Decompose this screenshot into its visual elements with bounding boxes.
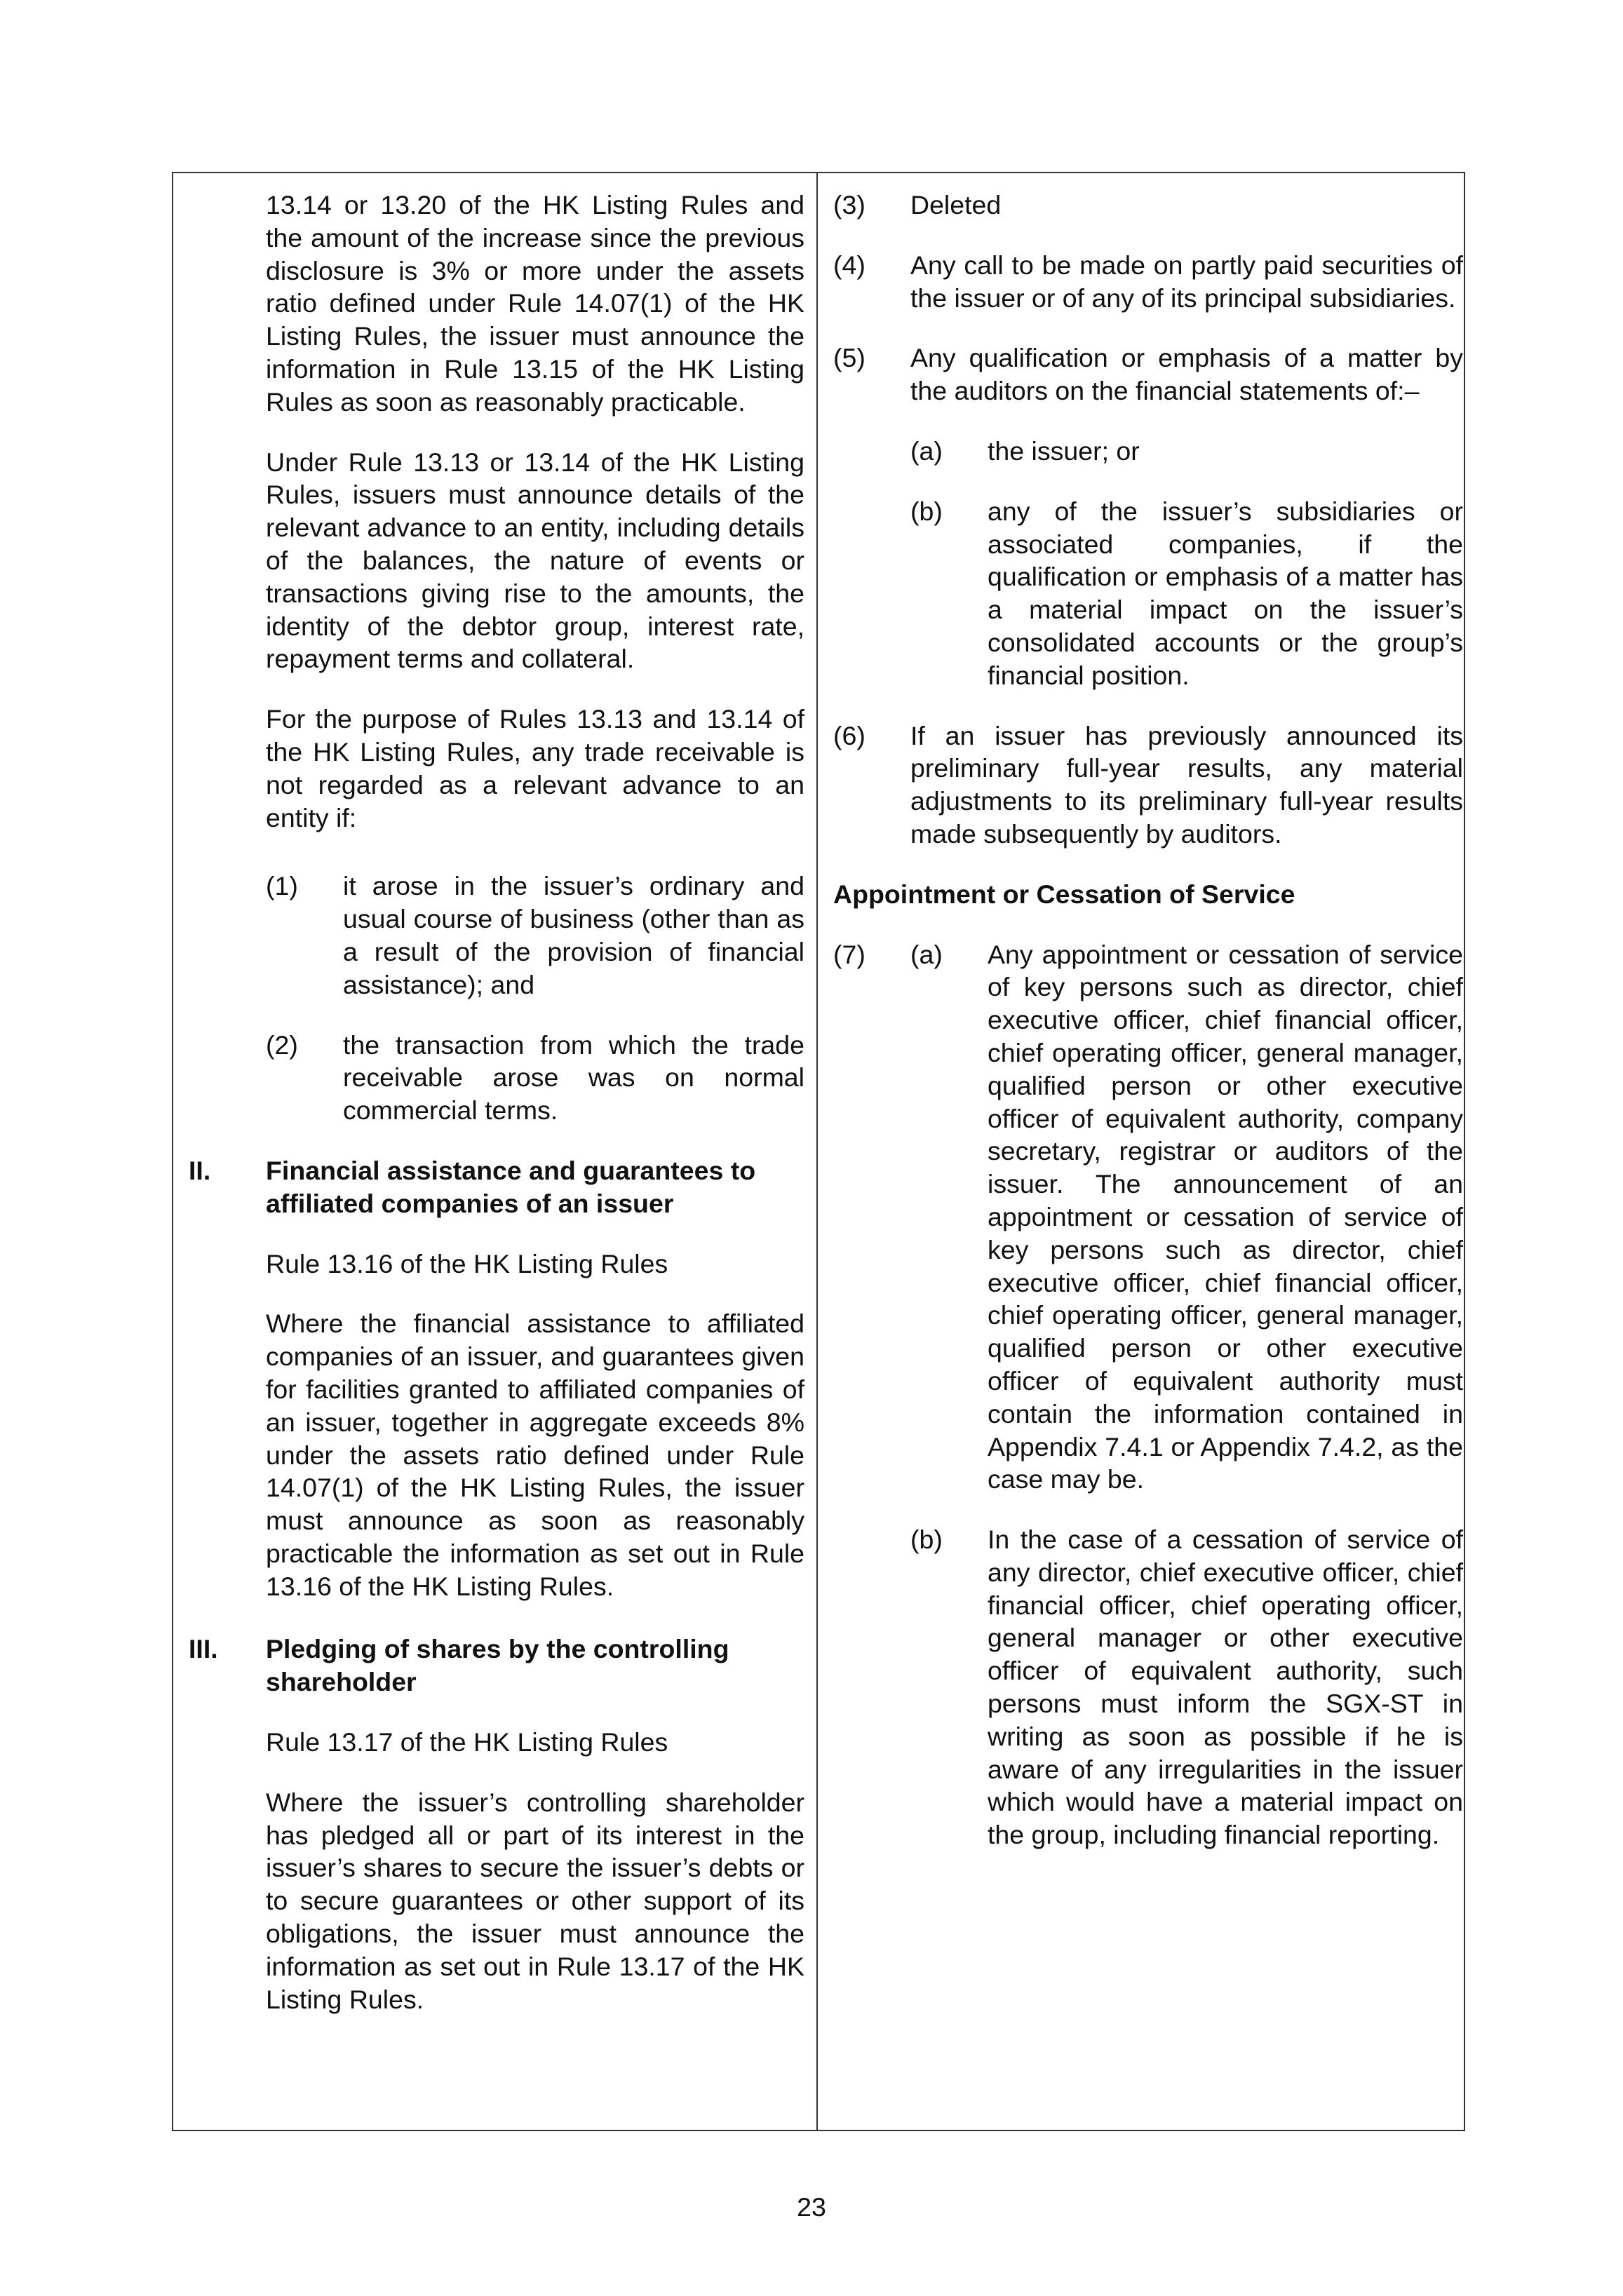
section-ii-body: Where the financial assistance to affiliated companies of an issuer, and guarantees given for facilities granted to affiliated companies of an issuer, together in aggregate exceeds 8% under the assets ratio defined under Rule 14.07(1) of the HK Listing Rules, the issuer must announce as soon as reasonably practicable the information as set out in Rule 13.16 of the HK Listing Rules.	[266, 1309, 804, 1601]
section-ii-rule-reference: Rule 13.16 of the HK Listing Rules	[266, 1248, 668, 1278]
intro-block	[173, 189, 804, 1154]
item-7-number: (7)	[833, 939, 866, 969]
item-5-sub-a	[910, 435, 1463, 468]
section-iii-body: Where the issuer’s controlling shareholder has pledged all or part of its interest in the issuer’s shares to secure the issuer’s debts or to secure guarantees or other support of its obligations, the issuer must announce the information as set out in Rule 13.17 of the HK Listing Rules.	[266, 1787, 804, 2014]
item-7	[818, 938, 1463, 1852]
condition-number: (2)	[266, 1029, 298, 1060]
appointment-heading: Appointment or Cessation of Service	[833, 879, 1295, 909]
item-5b-text: any of the issuer’s subsidiaries or associated companies, if the qualification or emphasis of a matter has a material impact on the issuer’s consolidated accounts or the group’s financial position.	[988, 496, 1463, 690]
item-4-text: Any call to be made on partly paid securities of the issuer or of any of its principal subsidiaries.	[910, 250, 1463, 313]
item-5a-text: the issuer; or	[988, 435, 1140, 466]
condition-number: (1)	[266, 871, 298, 901]
item-6-text: If an issuer has previously announced its preliminary full-year results, any material adjustments to its preliminary full-year results made subsequently by auditors.	[910, 720, 1463, 849]
section-iii-heading: Pledging of shares by the controlling shareholder	[266, 1634, 729, 1697]
item-5-text: Any qualification or emphasis of a matter by the auditors on the financial statements of:–	[910, 343, 1463, 406]
item-4-number: (4)	[833, 250, 866, 280]
item-7b-text: In the case of a cessation of service of any director, chief executive officer, chief financial officer, chief operating officer, general manager or other executive officer of equivalent authority, such persons must inform the SGX-ST in writing as soon as possible if he is aware of any irregularities in the issuer which would have a material impact on the group, including financial reporting.	[988, 1525, 1463, 1850]
item-5	[818, 342, 1463, 719]
condition-text: it arose in the issuer’s ordinary and usual course of business (other than as a result of the provision of financial assistance); and	[343, 871, 804, 999]
item-7a-number: (a)	[910, 939, 943, 969]
left-column	[173, 173, 818, 2130]
section-ii-numeral: II.	[189, 1155, 211, 1185]
item-6-number: (6)	[833, 720, 866, 750]
condition-item	[266, 870, 804, 1001]
item-7a-text: Any appointment or cessation of service of key persons such as director, chief executive officer, chief financial officer, chief operating officer, general manager, qualified person or other executive officer of equivalent authority, company secretary, registrar or auditors of the issuer. The announcement of an appointment or cessation of service of key persons such as director, chief executive officer, chief financial officer, chief operating officer, general manager, qualified person or other executive officer of equivalent authority must contain the information contained in Appendix 7.4.1 or Appendix 7.4.2, as the case may be.	[988, 939, 1463, 1494]
item-7-sub-a	[910, 938, 1463, 1497]
under-rule-paragraph: Under Rule 13.13 or 13.14 of the HK Listing Rules, issuers must announce details of the relevant advance to an entity, including details of the balances, the nature of events or transactions giving rise to the amounts, the identity of the debtor group, interest rate, repayment terms and collateral.	[266, 447, 804, 674]
item-5-sub-b	[910, 495, 1463, 692]
section-iii-rule-reference: Rule 13.17 of the HK Listing Rules	[266, 1727, 668, 1757]
item-3	[818, 189, 1463, 249]
condition-text: the transaction from which the trade receivable arose was on normal commercial terms.	[343, 1029, 804, 1126]
item-3-number: (3)	[833, 190, 866, 220]
rules-table	[172, 172, 1465, 2131]
section-ii	[173, 1154, 804, 1633]
item-4	[818, 249, 1463, 342]
section-ii-heading: Financial assistance and guarantees to affiliated companies of an issuer	[266, 1155, 756, 1218]
intro-continuation: 13.14 or 13.20 of the HK Listing Rules and the amount of the increase since the previous disclosure is 3% or more under the assets ratio defined under Rule 14.07(1) of the HK Listing Rules, the issuer must announce the information in Rule 13.15 of the HK Listing Rules as soon as reasonably practicable.	[266, 190, 804, 417]
purpose-paragraph: For the purpose of Rules 13.13 and 13.14 of the HK Listing Rules, any trade receivable is not regarded as a relevant advance to an entity if:	[266, 704, 804, 832]
section-iii-numeral: III.	[189, 1634, 218, 1664]
page-number: 23	[797, 2192, 826, 2222]
item-5b-number: (b)	[910, 496, 943, 526]
item-5a-number: (a)	[910, 435, 943, 466]
item-7-sub-b	[910, 1523, 1463, 1851]
item-6	[818, 720, 1463, 878]
item-5-number: (5)	[833, 343, 866, 373]
right-column	[818, 173, 1464, 2130]
section-iii	[173, 1633, 804, 2015]
condition-item	[266, 1029, 804, 1127]
item-7b-number: (b)	[910, 1525, 943, 1555]
item-3-text: Deleted	[910, 190, 1002, 220]
